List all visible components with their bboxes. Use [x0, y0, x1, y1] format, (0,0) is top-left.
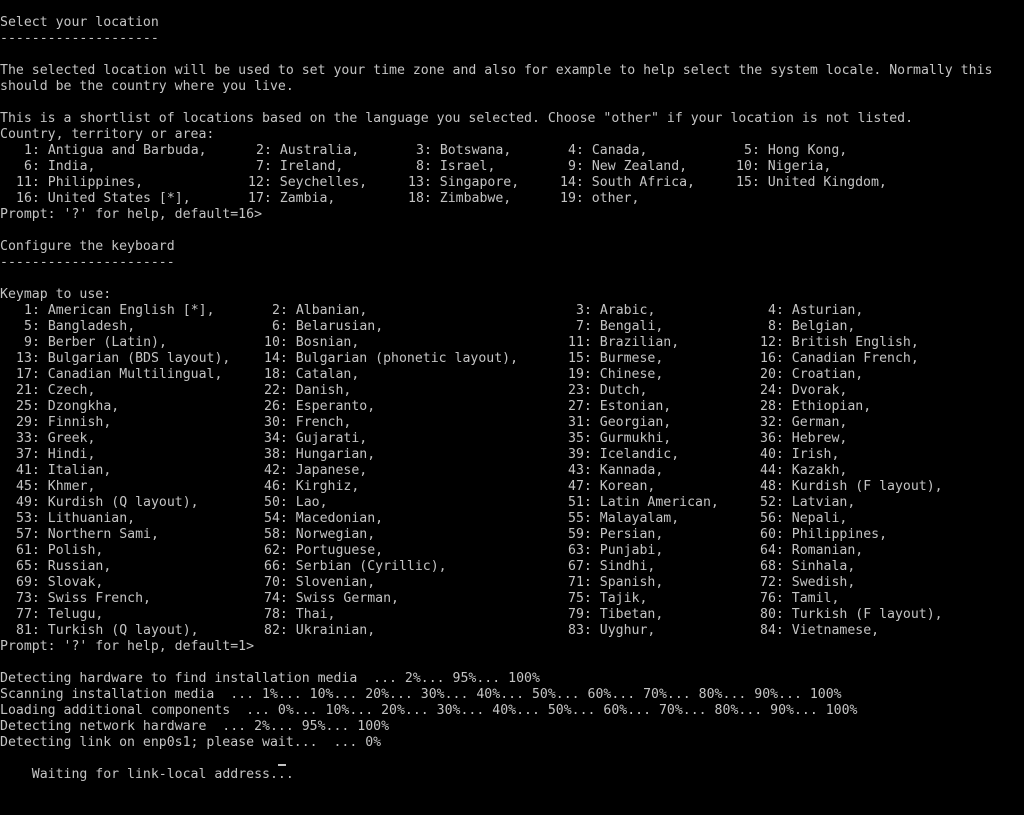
keyboard-option[interactable]: 35: Gurmukhi, — [568, 431, 672, 446]
keyboard-option[interactable]: 7: Bengali, — [576, 319, 664, 334]
keyboard-option[interactable]: 29: Finnish, — [16, 415, 112, 430]
keyboard-option[interactable]: 52: Latvian, — [760, 495, 856, 510]
log-line-with-cursor — [0, 751, 294, 782]
keyboard-option[interactable]: 64: Romanian, — [760, 543, 864, 558]
keyboard-option[interactable]: 2: Albanian, — [272, 303, 368, 318]
location-title-underline: -------------------- — [0, 31, 159, 46]
keyboard-option[interactable]: 36: Hebrew, — [760, 431, 848, 446]
keyboard-option[interactable]: 66: Serbian (Cyrillic), — [264, 559, 447, 574]
keymap-list-label: Keymap to use: — [0, 287, 112, 302]
keyboard-option[interactable]: 48: Kurdish (F layout), — [760, 479, 943, 494]
log-line: Detecting network hardware ... 2%... 95%... 100% — [0, 719, 390, 734]
keyboard-option[interactable]: 69: Slovak, — [16, 575, 104, 590]
location-option[interactable]: 18: Zimbabwe, — [408, 191, 512, 206]
location-option[interactable]: 17: Zambia, — [248, 191, 336, 206]
keyboard-option[interactable]: 13: Bulgarian (BDS layout), — [16, 351, 231, 366]
keyboard-option[interactable]: 26: Esperanto, — [264, 399, 376, 414]
keyboard-option[interactable]: 39: Icelandic, — [568, 447, 680, 462]
keyboard-option[interactable]: 14: Bulgarian (phonetic layout), — [264, 351, 519, 366]
keyboard-option[interactable]: 47: Korean, — [568, 479, 656, 494]
keyboard-option[interactable]: 11: Brazilian, — [568, 335, 680, 350]
keyboard-option[interactable]: 37: Hindi, — [16, 447, 96, 462]
location-option[interactable]: 9: New Zealand, — [568, 159, 688, 174]
keyboard-option[interactable]: 4: Asturian, — [768, 303, 864, 318]
keyboard-option[interactable]: 56: Nepali, — [760, 511, 848, 526]
keyboard-option[interactable]: 81: Turkish (Q layout), — [16, 623, 199, 638]
keyboard-option[interactable]: 51: Latin American, — [568, 495, 719, 510]
location-option[interactable]: 19: other, — [560, 191, 640, 206]
keyboard-option[interactable]: 40: Irish, — [760, 447, 840, 462]
keyboard-option[interactable]: 68: Sinhala, — [760, 559, 856, 574]
keyboard-option[interactable]: 74: Swiss German, — [264, 591, 399, 606]
keyboard-option[interactable]: 21: Czech, — [16, 383, 96, 398]
location-option[interactable]: 14: South Africa, — [560, 175, 695, 190]
keyboard-option[interactable]: 58: Norwegian, — [264, 527, 376, 542]
location-option[interactable]: 16: United States [*], — [16, 191, 191, 206]
keyboard-option[interactable]: 57: Northern Sami, — [16, 527, 159, 542]
keyboard-option[interactable]: 65: Russian, — [16, 559, 112, 574]
location-option[interactable]: 5: Hong Kong, — [744, 143, 848, 158]
keyboard-option[interactable]: 17: Canadian Multilingual, — [16, 367, 223, 382]
location-option[interactable]: 2: Australia, — [256, 143, 360, 158]
keyboard-option[interactable]: 10: Bosnian, — [264, 335, 360, 350]
keyboard-option[interactable]: 79: Tibetan, — [568, 607, 664, 622]
keymap-prompt-text: Prompt: '?' for help, default=1> — [0, 639, 255, 654]
location-option[interactable]: 4: Canada, — [568, 143, 648, 158]
text-cursor — [278, 764, 286, 766]
keyboard-option[interactable]: 53: Lithuanian, — [16, 511, 136, 526]
keyboard-option[interactable]: 16: Canadian French, — [760, 351, 919, 366]
location-option[interactable]: 11: Philippines, — [16, 175, 144, 190]
location-option[interactable]: 10: Nigeria, — [736, 159, 832, 174]
keyboard-option[interactable]: 70: Slovenian, — [264, 575, 376, 590]
keyboard-title: Configure the keyboard — [0, 239, 175, 254]
keyboard-option[interactable]: 50: Lao, — [264, 495, 328, 510]
keyboard-option[interactable]: 80: Turkish (F layout), — [760, 607, 943, 622]
keyboard-option[interactable]: 8: Belgian, — [768, 319, 856, 334]
keyboard-option[interactable]: 71: Spanish, — [568, 575, 664, 590]
keyboard-option[interactable]: 34: Gujarati, — [264, 431, 368, 446]
keyboard-option[interactable]: 60: Philippines, — [760, 527, 888, 542]
log-line: Loading additional components ... 0%... 10%... 20%... 30%... 40%... 50%... 60%... 70%... 80%... 90%... 100% — [0, 703, 858, 718]
keyboard-option[interactable]: 3: Arabic, — [576, 303, 656, 318]
keyboard-option[interactable]: 30: French, — [264, 415, 352, 430]
keyboard-option[interactable]: 82: Ukrainian, — [264, 623, 376, 638]
keyboard-option[interactable]: 23: Dutch, — [568, 383, 648, 398]
keyboard-option[interactable]: 9: Berber (Latin), — [24, 335, 167, 350]
keyboard-option[interactable]: 33: Greek, — [16, 431, 96, 446]
log-line: Scanning installation media ... 1%... 10%... 20%... 30%... 40%... 50%... 60%... 70%... 80%... 90%... 100% — [0, 687, 842, 702]
keyboard-option[interactable]: 41: Italian, — [16, 463, 112, 478]
location-prompt-text: Prompt: '?' for help, default=16> — [0, 207, 263, 222]
keyboard-option[interactable]: 62: Portuguese, — [264, 543, 384, 558]
location-description-line-2: should be the country where you live. — [0, 79, 294, 94]
location-option[interactable]: 8: Israel, — [416, 159, 496, 174]
log-line: Detecting hardware to find installation media ... 2%... 95%... 100% — [0, 671, 540, 686]
location-option[interactable]: 13: Singapore, — [408, 175, 520, 190]
keyboard-option[interactable]: 31: Georgian, — [568, 415, 672, 430]
keymap-prompt[interactable] — [0, 639, 254, 655]
keyboard-option[interactable]: 18: Catalan, — [264, 367, 360, 382]
location-option[interactable]: 1: Antigua and Barbuda, — [24, 143, 207, 158]
location-option[interactable]: 12: Seychelles, — [248, 175, 368, 190]
keyboard-option[interactable]: 42: Japanese, — [264, 463, 368, 478]
keyboard-option[interactable]: 67: Sindhi, — [568, 559, 656, 574]
keyboard-option[interactable]: 55: Malayalam, — [568, 511, 680, 526]
keyboard-option[interactable]: 28: Ethiopian, — [760, 399, 872, 414]
log-line: Detecting link on enp0s1; please wait... ... 0% — [0, 735, 382, 750]
keyboard-option[interactable]: 22: Danish, — [264, 383, 352, 398]
location-shortlist-note: This is a shortlist of locations based on the language you selected. Choose "other" if your location is not listed. — [0, 111, 914, 126]
keyboard-option[interactable]: 15: Burmese, — [568, 351, 664, 366]
keyboard-option[interactable]: 38: Hungarian, — [264, 447, 376, 462]
keyboard-option[interactable]: 27: Estonian, — [568, 399, 672, 414]
location-list-label: Country, territory or area: — [0, 127, 215, 142]
location-option[interactable]: 6: India, — [24, 159, 96, 174]
location-prompt[interactable] — [0, 207, 262, 223]
keyboard-option[interactable]: 77: Telugu, — [16, 607, 104, 622]
keyboard-option[interactable]: 25: Dzongkha, — [16, 399, 120, 414]
keyboard-option[interactable]: 5: Bangladesh, — [24, 319, 136, 334]
location-option[interactable]: 3: Botswana, — [416, 143, 512, 158]
keyboard-option[interactable]: 19: Chinese, — [568, 367, 664, 382]
keyboard-option[interactable]: 1: American English [*], — [24, 303, 215, 318]
keyboard-option[interactable]: 76: Tamil, — [760, 591, 840, 606]
keyboard-option[interactable]: 75: Tajik, — [568, 591, 648, 606]
keyboard-option[interactable]: 24: Dvorak, — [760, 383, 848, 398]
keyboard-option[interactable]: 61: Polish, — [16, 543, 104, 558]
location-option[interactable]: 15: United Kingdom, — [736, 175, 887, 190]
keyboard-option[interactable]: 73: Swiss French, — [16, 591, 151, 606]
keyboard-option[interactable]: 54: Macedonian, — [264, 511, 384, 526]
location-title: Select your location — [0, 15, 159, 30]
location-option[interactable]: 7: Ireland, — [256, 159, 344, 174]
keyboard-title-underline: ---------------------- — [0, 255, 175, 270]
keyboard-option[interactable]: 43: Kannada, — [568, 463, 664, 478]
keyboard-option[interactable]: 32: German, — [760, 415, 848, 430]
keyboard-option[interactable]: 6: Belarusian, — [272, 319, 384, 334]
log-line-text: Waiting for link-local address... — [31, 767, 294, 782]
keyboard-option[interactable]: 44: Kazakh, — [760, 463, 848, 478]
keyboard-option[interactable]: 72: Swedish, — [760, 575, 856, 590]
keyboard-option[interactable]: 20: Croatian, — [760, 367, 864, 382]
keyboard-option[interactable]: 49: Kurdish (Q layout), — [16, 495, 199, 510]
keyboard-option[interactable]: 84: Vietnamese, — [760, 623, 880, 638]
keyboard-option[interactable]: 45: Khmer, — [16, 479, 96, 494]
keyboard-option[interactable]: 83: Uyghur, — [568, 623, 656, 638]
keyboard-option[interactable]: 59: Persian, — [568, 527, 664, 542]
location-description-line-1: The selected location will be used to set your time zone and also for example to help select the system locale. Normally this — [0, 63, 993, 78]
keyboard-option[interactable]: 12: British English, — [760, 335, 919, 350]
keyboard-option[interactable]: 63: Punjabi, — [568, 543, 664, 558]
keyboard-option[interactable]: 78: Thai, — [264, 607, 336, 622]
keyboard-option[interactable]: 46: Kirghiz, — [264, 479, 360, 494]
